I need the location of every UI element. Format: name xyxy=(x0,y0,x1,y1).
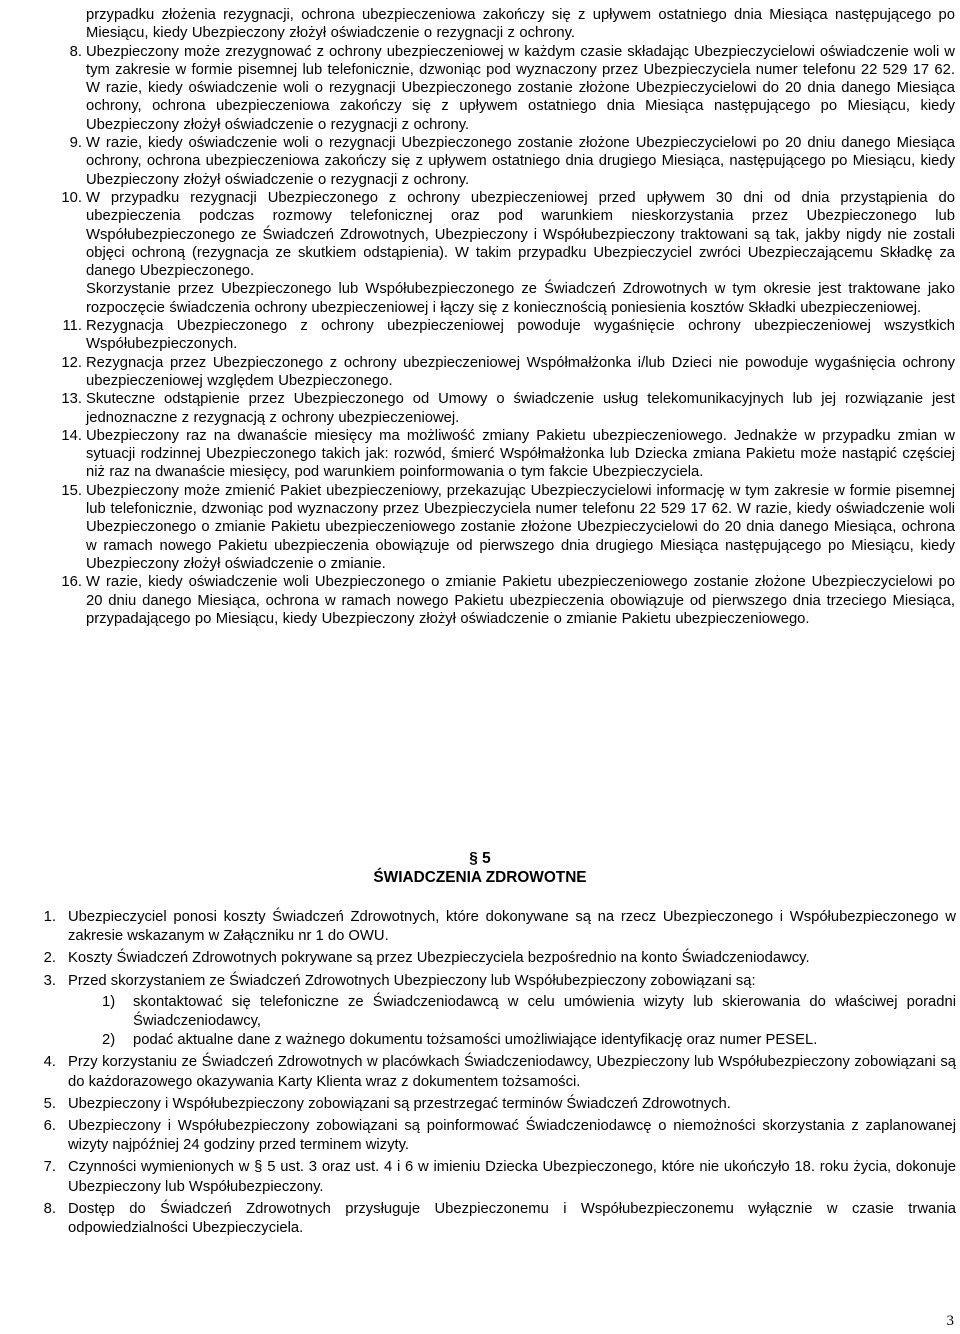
item-number: 14. xyxy=(61,427,82,444)
item-text: Przy korzystaniu ze Świadczeń Zdrowotnych w placówkach Świadczeniodawcy, Ubezpieczony lub Współubezpieczony zobowiązani są do każdorazowego okazywania Karty Klienta wraz z dokumentem tożsamości. xyxy=(68,1054,956,1090)
item-text: Rezygnacja Ubezpieczonego z ochrony ubezpieczeniowej powoduje wygaśnięcie ochrony ubezpieczeniowej wszystkich Współubezpieczonych. xyxy=(86,318,955,353)
continuation-list xyxy=(61,6,955,628)
item-text: Ubezpieczony raz na dwanaście miesięcy ma możliwość zmiany Pakietu ubezpieczeniowego. Jednakże w przypadku zmian w sytuacji rodzinnej Ubezpieczonego takich jak: rozwód, śmierć Współmałżonka lub Dziecka zmiana Pakietu może nastąpić częściej niż raz na dwanaście miesięcy, pod warunkiem poinformowania o tym fakcie Ubezpieczyciela. xyxy=(86,427,955,481)
item-text: Koszty Świadczeń Zdrowotnych pokrywane są przez Ubezpieczyciela bezpośrednio na konto Świadczeniodawcy. xyxy=(68,950,810,967)
section-number: 5 xyxy=(482,850,491,867)
list-item xyxy=(43,1053,956,1091)
item-text: Przed skorzystaniem ze Świadczeń Zdrowotnych Ubezpieczony lub Współubezpieczony zobowiązani są: xyxy=(68,972,756,989)
list-item xyxy=(61,427,955,482)
list-item xyxy=(43,1200,956,1238)
continuation-intro: przypadku złożenia rezygnacji, ochrona ubezpieczeniowa zakończy się z upływem ostatniego dnia Miesiąca następującego po Miesiącu, kiedy Ubezpieczony złożył oświadczenie o rezygnacji z ochrony. xyxy=(86,7,955,42)
section-number-heading xyxy=(0,849,960,868)
list-item xyxy=(43,908,956,946)
item-number: 15. xyxy=(61,482,82,499)
item-number: 1. xyxy=(43,909,56,925)
page-number: 3 xyxy=(946,1313,954,1329)
item-text: Ubezpieczyciel ponosi koszty Świadczeń Zdrowotnych, które dokonywane są na rzecz Ubezpieczonego i Współubezpieczonego w zakresie wskazanym w Załączniku nr 1 do OWU. xyxy=(68,909,956,945)
list-item xyxy=(43,949,956,968)
item-number: 6. xyxy=(43,1118,56,1135)
item-number: 9. xyxy=(69,135,82,152)
item-text: Rezygnacja przez Ubezpieczonego z ochrony ubezpieczeniowej Współmałżonka i/lub Dzieci nie powoduje wygaśnięcia ochrony ubezpieczeniowej względem Ubezpieczonego. xyxy=(86,354,955,389)
item-number: 12. xyxy=(61,354,82,371)
list-item xyxy=(69,134,955,189)
item-number: 3. xyxy=(43,972,56,989)
item-text: Ubezpieczony może zrezygnować z ochrony ubezpieczeniowej w każdym czasie składając Ubezpieczycielowi oświadczenie woli w tym zakresie w formie pisemnej lub telefonicznie, dzwoniąc pod wyznaczony przez Ubezpieczyciela numer telefonu 22 529 17 62. W razie, kiedy oświadczenie woli o rezygnacji Ubezpieczonego zostanie złożone Ubezpieczycielowi do 20 dnia danego Miesiąca ochrony, ochrona ubezpieczeniowa zakończy się z upływem ostatniego dnia Miesiąca następującego po Miesiącu, kiedy Ubezpieczony złożył oświadczenie o rezygnacji z ochrony. xyxy=(86,43,955,133)
item-text: Ubezpieczony może zmienić Pakiet ubezpieczeniowy, przekazując Ubezpieczycielowi informację w tym zakresie w formie pisemnej lub telefonicznie, dzwoniąc pod wyznaczony przez Ubezpieczyciela numer telefonu 22 529 17 62. W razie, kiedy oświadczenie woli Ubezpieczonego o zmianie Pakietu ubezpieczeniowego zostanie złożone Ubezpieczycielowi do 20 dnia danego Miesiąca, ochrona w ramach nowego Pakietu ubezpieczenia obowiązuje od pierwszego dnia drugiego Miesiąca następującego po Miesiącu, kiedy Ubezpieczony złożył oświadczenie o zmianie. xyxy=(86,482,955,572)
list-item xyxy=(61,573,955,628)
list-item xyxy=(43,1117,956,1155)
item-number: 10. xyxy=(61,189,82,206)
sub-item-text: skontaktować się telefoniczne ze Świadczeniodawcą w celu umówienia wizyty lub skierowania do właściwej poradni Świadczeniodawcy, xyxy=(133,993,956,1030)
sub-item-number: 2) xyxy=(102,1032,116,1049)
item-text: Ubezpieczony i Współubezpieczony zobowiązani są poinformować Świadczeniodawcę o niemożności skorzystania z zaplanowanej wizyty najpóźniej 24 godziny przed terminem wizyty. xyxy=(68,1118,956,1154)
item-number: 16. xyxy=(61,574,82,591)
list-item xyxy=(61,390,955,427)
item-number: 8. xyxy=(43,1200,56,1217)
item-number: 7. xyxy=(43,1159,56,1176)
list-item xyxy=(61,189,955,317)
item-number: 11. xyxy=(62,318,82,335)
item-number: 5. xyxy=(43,1095,56,1112)
section-title: ŚWIADCZENIA ZDROWOTNE xyxy=(373,869,587,886)
item-text: W przypadku rezygnacji Ubezpieczonego z ochrony ubezpieczeniowej przed upływem 30 dni od dnia przystąpienia do ubezpieczenia podczas rozmowy telefonicznej oraz pod warunkiem nieskorzystania przez Ubezpieczonego lub Współubezpieczonego ze Świadczeń Zdrowotnych, Ubezpieczony i Współubezpieczony traktowani są tak, jakby nigdy nie zostali objęci ochroną (rezygnacja ze skutkiem odstąpienia). W takim przypadku Ubezpieczyciel zwróci Ubezpieczającemu Składkę za danego Ubezpieczonego. xyxy=(86,189,955,280)
item-number: 13. xyxy=(61,391,82,408)
item-number: 4. xyxy=(43,1054,56,1071)
item-number: 2. xyxy=(43,950,56,967)
item-text: Dostęp do Świadczeń Zdrowotnych przysługuje Ubezpieczonemu i Współubezpieczonemu wyłącznie w czasie trwania odpowiedzialności Ubezpieczyciela. xyxy=(68,1200,956,1237)
item-number: 8. xyxy=(69,43,82,60)
list-item xyxy=(62,317,955,354)
item-text: W razie, kiedy oświadczenie woli Ubezpieczonego o zmianie Pakietu ubezpieczeniowego zostanie złożone Ubezpieczycielowi po 20 dniu danego Miesiąca, ochrona w ramach nowego Pakietu ubezpieczenia obowiązuje od pierwszego dnia trzeciego Miesiąca, przypadającego po Miesiącu, kiedy Ubezpieczony złożył oświadczenie o zmianie Pakietu ubezpieczeniowego. xyxy=(86,574,955,627)
list-item xyxy=(61,354,955,391)
list-item xyxy=(69,43,955,134)
item-text-continued: Skorzystanie przez Ubezpieczonego lub Współubezpieczonego ze Świadczeń Zdrowotnych w tym okresie jest traktowane jako rozpoczęcie świadczenia ochrony ubezpieczeniowej i łączy się z koniecznością poniesienia kosztów Składki ubezpieczeniowej. xyxy=(86,281,955,316)
item-text: Skuteczne odstąpienie przez Ubezpieczonego od Umowy o świadczenie usług telekomunikacyjnych lub jej rozwiązanie jest jednoznaczne z rezygnacją z ochrony ubezpieczeniowej. xyxy=(86,391,955,426)
list-item xyxy=(61,482,955,573)
list-item xyxy=(43,1095,956,1114)
sub-list-item xyxy=(68,993,956,1031)
item-text: Czynności wymienionych w § 5 ust. 3 oraz ust. 4 i 6 w imieniu Dziecka Ubezpieczonego, które nie ukończyło 18. roku życia, dokonuje Ubezpieczony lub Współubezpieczony. xyxy=(68,1159,956,1195)
sub-list-item xyxy=(68,1031,956,1050)
list-item xyxy=(43,972,956,1051)
item-text: Ubezpieczony i Współubezpieczony zobowiązani są przestrzegać terminów Świadczeń Zdrowotnych. xyxy=(68,1095,731,1112)
item-text: W razie, kiedy oświadczenie woli o rezygnacji Ubezpieczonego zostanie złożone Ubezpieczycielowi po 20 dniu danego Miesiąca ochrony, ochrona ubezpieczeniowa zakończy się z upływem ostatniego dnia drugiego Miesiąca, następującego po Miesiącu, kiedy Ubezpieczony złożył oświadczenie o rezygnacji z ochrony. xyxy=(86,135,955,188)
list-item xyxy=(43,1158,956,1196)
sub-list xyxy=(68,993,956,1051)
list-item xyxy=(86,6,955,43)
sub-item-text: podać aktualne dane z ważnego dokumentu tożsamości umożliwiające identyfikację oraz numer PESEL. xyxy=(133,1032,818,1049)
sub-item-number: 1) xyxy=(102,993,116,1010)
section-list xyxy=(43,908,956,1241)
section-symbol: § xyxy=(469,850,478,867)
